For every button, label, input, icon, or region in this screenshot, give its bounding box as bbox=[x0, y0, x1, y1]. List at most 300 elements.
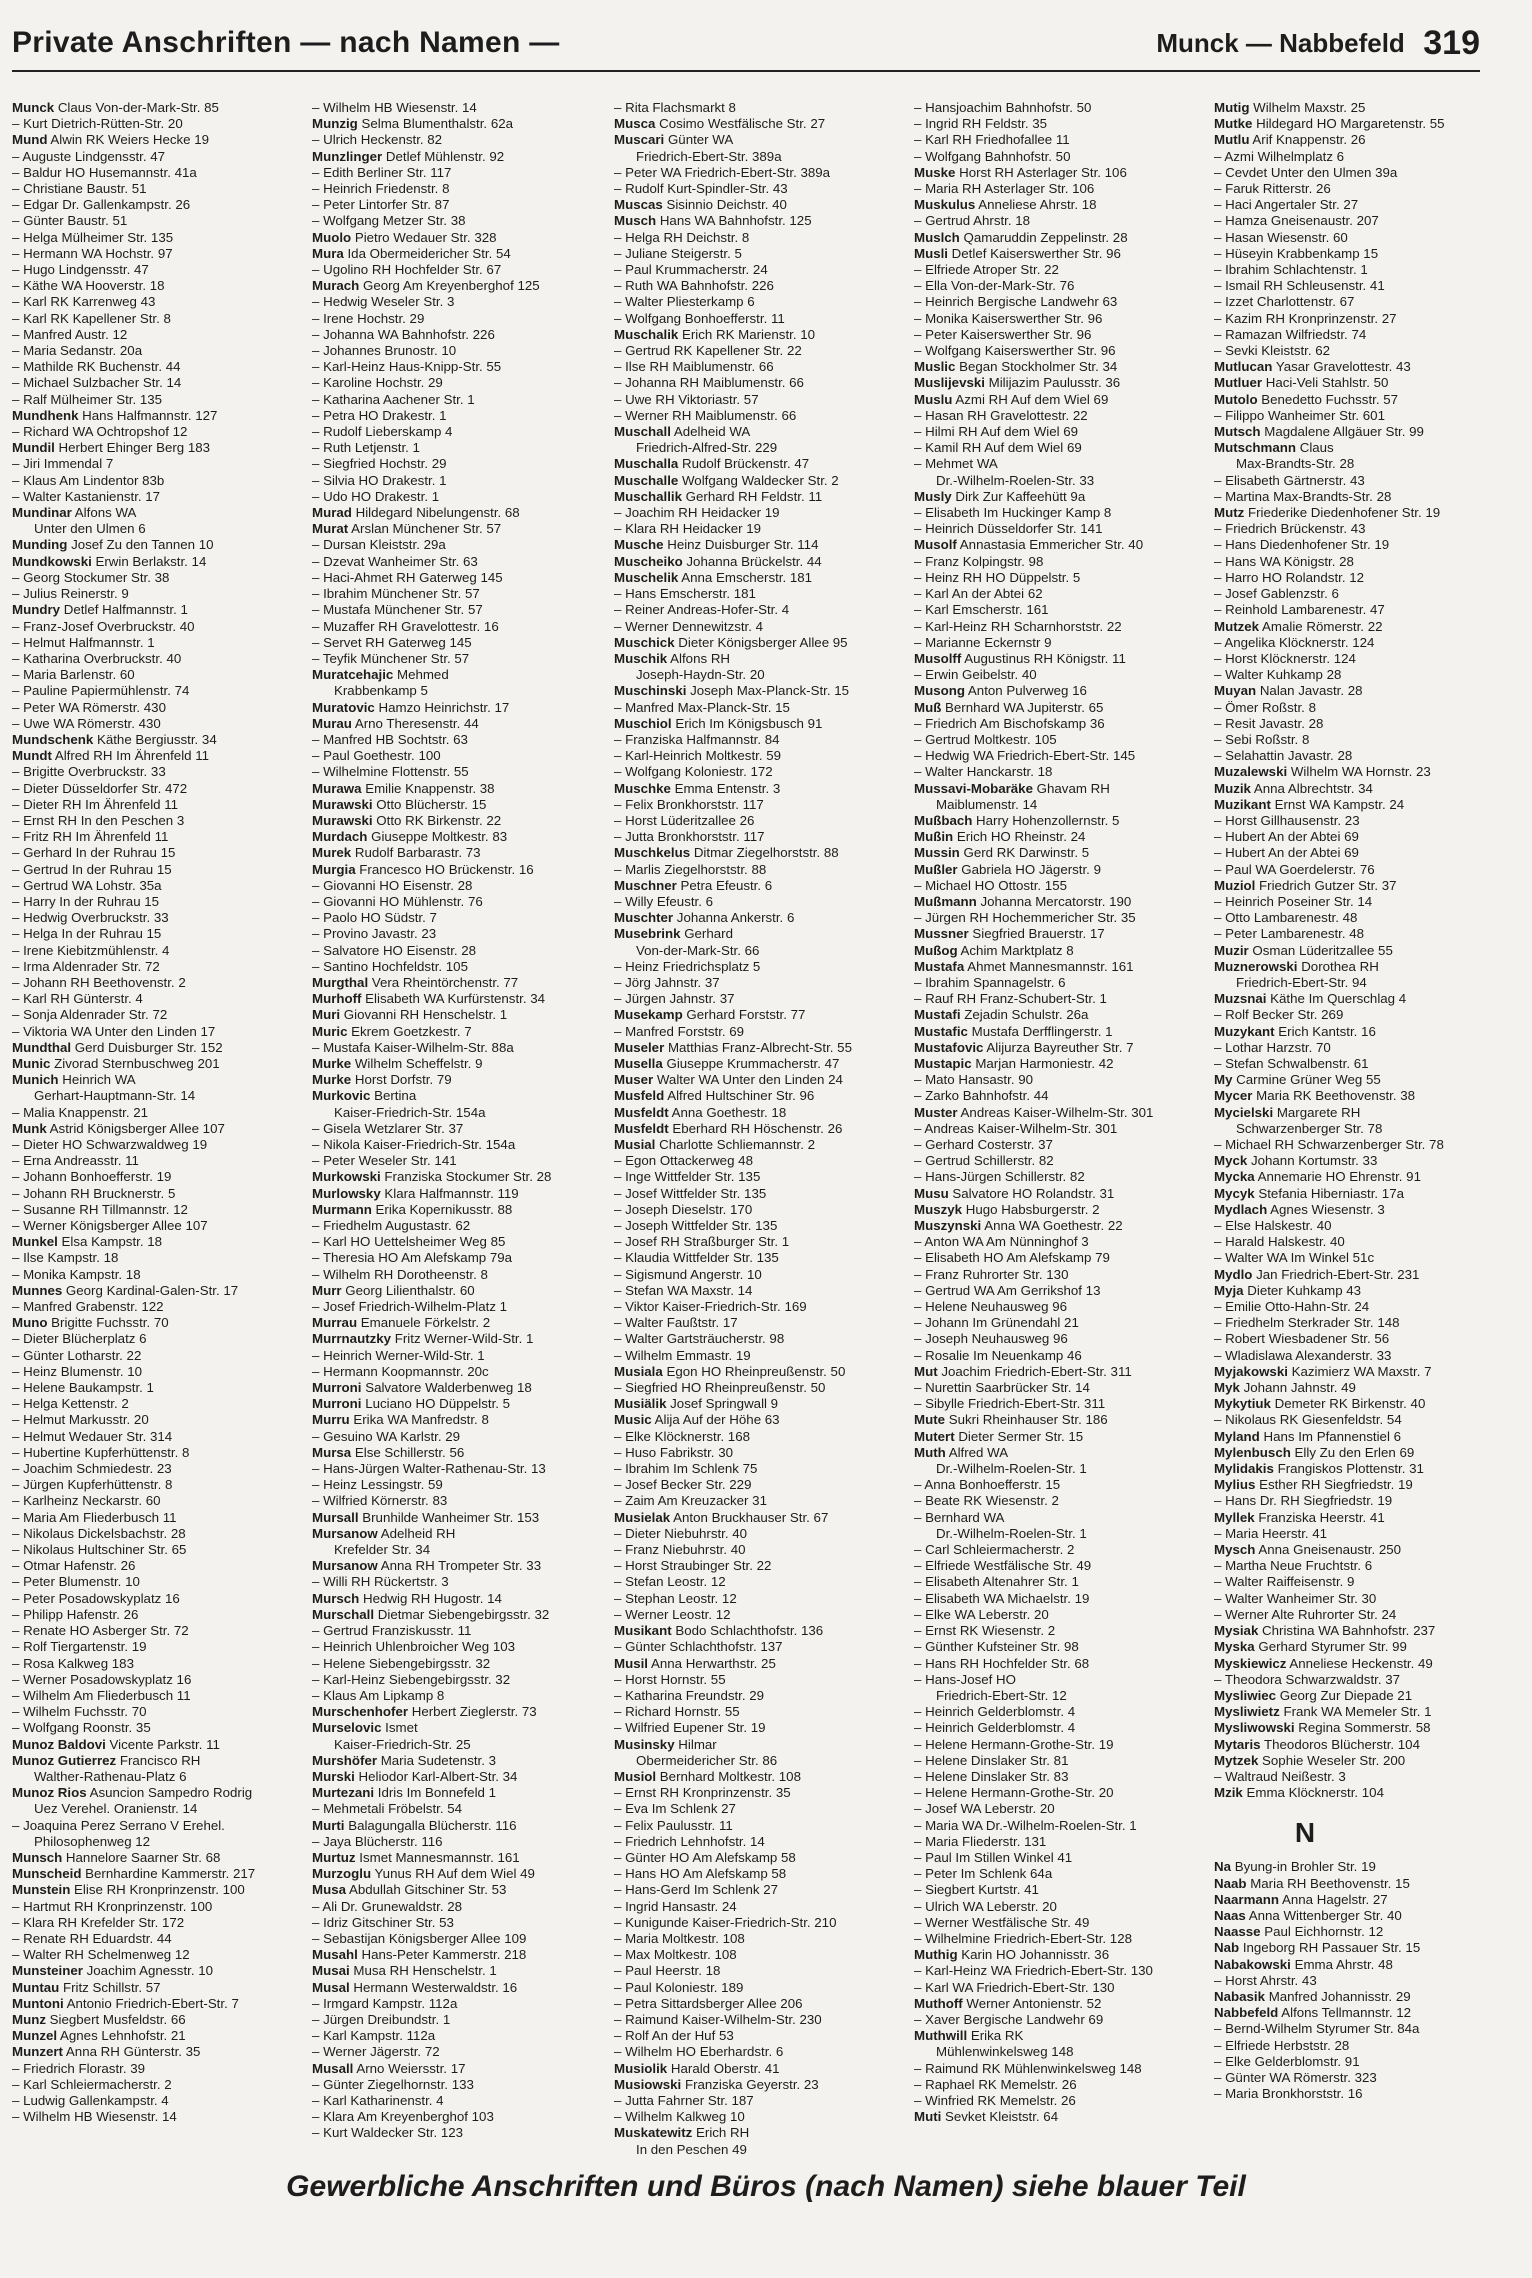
entry-details: Esther RH Siegfriedstr. 19 bbox=[1255, 1477, 1413, 1493]
directory-subentry: – Mehmet WA bbox=[914, 456, 998, 472]
surname: Muschter bbox=[614, 910, 674, 926]
entry-details: Klara Halfmannstr. 119 bbox=[380, 1185, 519, 1201]
entry-details: Joseph Max-Planck-Str. 15 bbox=[686, 683, 850, 699]
entry-details: Bertina bbox=[370, 1088, 417, 1104]
entry-details: Käthe Bergiusstr. 34 bbox=[93, 731, 217, 747]
directory-subentry: – Friedrich Lehnhofstr. 14 bbox=[614, 1833, 765, 1849]
directory-entry bbox=[914, 813, 1206, 829]
entry-details: Hans WA Bahnhofstr. 125 bbox=[656, 213, 812, 229]
directory-subentry: – Hasan Wiesenstr. 60 bbox=[1214, 229, 1348, 245]
entry-details: Gerhard Styrumer Str. 99 bbox=[1254, 1639, 1407, 1655]
directory-subentry: – Werner Alte Ruhrorter Str. 24 bbox=[1214, 1606, 1397, 1622]
surname: Muschalla bbox=[614, 456, 679, 472]
directory-subentry: – Hamza Gneisenaustr. 207 bbox=[1214, 213, 1379, 229]
surname: Munzel bbox=[12, 2028, 58, 2044]
directory-entry bbox=[1214, 1510, 1506, 1526]
directory-subentry: – Ernst RK Wiesenstr. 2 bbox=[914, 1623, 1056, 1639]
surname: Mura bbox=[312, 245, 344, 261]
directory-entry bbox=[1214, 359, 1506, 375]
directory-subentry: – Günter Schlachthofstr. 137 bbox=[614, 1639, 783, 1655]
directory-subentry: – Rudolf Lieberskamp 4 bbox=[312, 424, 453, 440]
entry-details: Qamaruddin Zeppelinstr. 28 bbox=[959, 229, 1128, 245]
surname: Munzlinger bbox=[312, 148, 383, 164]
directory-subentry: – Haci-Ahmet RH Gaterweg 145 bbox=[312, 569, 503, 585]
entry-continuation: Obermeidericher Str. 86 bbox=[636, 1752, 778, 1768]
directory-entry bbox=[1214, 1364, 1506, 1380]
directory-subentry: – Monika Kaiserswerther Str. 96 bbox=[914, 310, 1103, 326]
entry-details: Paul Eichhornstr. 12 bbox=[1260, 1924, 1384, 1940]
directory-subentry: – Wilhelm Am Fliederbusch 11 bbox=[12, 1687, 191, 1703]
directory-entry bbox=[12, 440, 304, 456]
surname: Mute bbox=[914, 1412, 946, 1428]
directory-entry bbox=[312, 1445, 604, 1461]
surname: Muschinski bbox=[614, 683, 687, 699]
directory-subentry: – Huso Fabrikstr. 30 bbox=[614, 1444, 733, 1460]
directory-entry bbox=[1214, 1445, 1506, 1461]
entry-details: Ernst WA Kampstr. 24 bbox=[1270, 796, 1405, 812]
footer-note: Gewerbliche Anschriften und Büros (nach Namen) siehe blauer Teil bbox=[286, 2170, 1246, 2203]
entry-details: Anneliese Heckenstr. 49 bbox=[1286, 1655, 1433, 1671]
surname: Myk bbox=[1214, 1380, 1240, 1396]
surname: Murke bbox=[312, 1055, 352, 1071]
surname: Musfeldt bbox=[614, 1104, 669, 1120]
directory-subentry: – Klaus Am Lipkamp 8 bbox=[312, 1687, 445, 1703]
directory-entry bbox=[1214, 2005, 1506, 2021]
entry-continuation: Maiblumenstr. 14 bbox=[936, 796, 1038, 812]
entry-details: Emilie Knappenstr. 38 bbox=[361, 780, 495, 796]
directory-entry bbox=[1214, 683, 1506, 699]
directory-subentry: – Josef Becker Str. 229 bbox=[614, 1477, 752, 1493]
directory-subentry: – Werner Leostr. 12 bbox=[614, 1606, 731, 1622]
directory-entry bbox=[312, 1169, 604, 1185]
directory-entry bbox=[914, 926, 1206, 942]
entry-details: Harald Oberstr. 41 bbox=[667, 2060, 780, 2076]
directory-subentry: – Elisabeth HO Am Alefskamp 79 bbox=[914, 1250, 1110, 1266]
directory-subentry: – Maria Moltkestr. 108 bbox=[614, 1930, 745, 1946]
entry-details: Ahmet Mannesmannstr. 161 bbox=[964, 958, 1134, 974]
directory-subentry: – Peter Weseler Str. 141 bbox=[312, 1153, 457, 1169]
directory-entry bbox=[914, 2109, 1206, 2125]
entry-details: Detlef Mühlenstr. 92 bbox=[382, 148, 505, 164]
entry-details: Margarete RH bbox=[1273, 1104, 1361, 1120]
surname: Muzik bbox=[1214, 780, 1251, 796]
surname: Munkel bbox=[12, 1234, 58, 1250]
directory-entry bbox=[914, 1202, 1206, 1218]
directory-subentry: – Nikolaus Dickelsbachstr. 28 bbox=[12, 1525, 186, 1541]
directory-entry bbox=[1214, 1396, 1506, 1412]
entry-details: Johann Jahnstr. 49 bbox=[1239, 1380, 1356, 1396]
entry-details: Alfons RH bbox=[667, 650, 731, 666]
directory-subentry: – Manfred Grabenstr. 122 bbox=[12, 1299, 164, 1315]
entry-details: Agnes Lehnhofstr. 21 bbox=[57, 2028, 186, 2044]
surname: Musikant bbox=[614, 1623, 672, 1639]
directory-subentry: – Friedrich Am Bischofskamp 36 bbox=[914, 715, 1105, 731]
entry-details: Hildegard HO Margaretenstr. 55 bbox=[1252, 116, 1445, 132]
entry-continuation: Dr.-Wilhelm-Roelen-Str. 33 bbox=[936, 472, 1095, 488]
directory-subentry: – Elfriede Herbststr. 28 bbox=[1214, 2037, 1350, 2053]
directory-subentry: – Hans WA Königstr. 28 bbox=[1214, 553, 1354, 569]
entry-details: Christina WA Bahnhofstr. 237 bbox=[1258, 1623, 1436, 1639]
directory-entry bbox=[614, 570, 906, 586]
directory-entry bbox=[12, 1866, 304, 1882]
entry-continuation: Von-der-Mark-Str. 66 bbox=[636, 942, 760, 958]
directory-subentry: – Martha Neue Fruchtstr. 6 bbox=[1214, 1558, 1373, 1574]
directory-subentry: – Günter Ziegelhornstr. 133 bbox=[312, 2076, 474, 2092]
directory-subentry: – Walter Kastanienstr. 17 bbox=[12, 488, 161, 504]
entry-details: Frank WA Memeler Str. 1 bbox=[1279, 1704, 1432, 1720]
surname: Mundthal bbox=[12, 1039, 72, 1055]
surname: Myck bbox=[1214, 1153, 1248, 1169]
directory-subentry: – Franz Ruhrorter Str. 130 bbox=[914, 1266, 1069, 1282]
entry-details: Walter WA Unter den Linden 24 bbox=[653, 1072, 843, 1088]
directory-entry bbox=[312, 1558, 604, 1574]
directory-subentry: – Susanne RH Tillmannstr. 12 bbox=[12, 1201, 188, 1217]
directory-entry bbox=[1214, 1169, 1506, 1185]
entry-details: Claus bbox=[1296, 440, 1334, 456]
directory-subentry: – Walter Wanheimer Str. 30 bbox=[1214, 1590, 1377, 1606]
directory-entry bbox=[914, 1218, 1206, 1234]
directory-subentry: – Helene Hermann-Grothe-Str. 20 bbox=[914, 1785, 1114, 1801]
directory-subentry: – Jürgen Dreibundstr. 1 bbox=[312, 2011, 451, 2027]
directory-subentry: – Willi RH Rückertstr. 3 bbox=[312, 1574, 449, 1590]
directory-subentry: – Ilse RH Maiblumenstr. 66 bbox=[614, 359, 774, 375]
directory-subentry: – Karl Schleiermacherstr. 2 bbox=[12, 2076, 172, 2092]
directory-subentry: – Heinz Friedrichsplatz 5 bbox=[614, 958, 761, 974]
entry-details: Anneliese Ahrstr. 18 bbox=[975, 197, 1097, 213]
page-number: 319 bbox=[1423, 24, 1480, 62]
directory-subentry: – Jörg Jahnstr. 37 bbox=[614, 974, 720, 990]
directory-subentry: – Stephan Leostr. 12 bbox=[614, 1590, 737, 1606]
entry-details: Friederike Diedenhofener Str. 19 bbox=[1244, 505, 1441, 521]
directory-subentry: – Wolfgang Bonhoefferstr. 11 bbox=[614, 310, 785, 326]
directory-entry bbox=[614, 651, 906, 667]
directory-subentry: – Rita Flachsmarkt 8 bbox=[614, 100, 736, 115]
directory-entry bbox=[312, 1380, 604, 1396]
entry-continuation: Kaiser-Friedrich-Str. 154a bbox=[334, 1104, 486, 1120]
directory-subentry: – Irma Aldenrader Str. 72 bbox=[12, 958, 160, 974]
surname: Mutsch bbox=[1214, 424, 1261, 440]
directory-subentry: – Karl RK Karrenweg 43 bbox=[12, 294, 156, 310]
directory-entry bbox=[312, 1850, 604, 1866]
surname: Mundt bbox=[12, 748, 52, 764]
directory-entry bbox=[312, 781, 604, 797]
entry-details: Pietro Wedauer Str. 328 bbox=[351, 229, 497, 245]
surname: Muser bbox=[614, 1072, 654, 1088]
entry-details: Mustafa Derfflingerstr. 1 bbox=[967, 1023, 1113, 1039]
directory-entry bbox=[914, 1105, 1206, 1121]
surname: Myskiewicz bbox=[1214, 1655, 1287, 1671]
directory-subentry: – Helga Kettenstr. 2 bbox=[12, 1396, 129, 1412]
directory-subentry: – Johannes Brunostr. 10 bbox=[312, 343, 457, 359]
surname: Munsteiner bbox=[12, 1963, 83, 1979]
entry-details: Fritz Werner-Wild-Str. 1 bbox=[391, 1331, 534, 1347]
directory-entry bbox=[1214, 1477, 1506, 1493]
directory-subentry: – Egon Ottackerweg 48 bbox=[614, 1153, 753, 1169]
directory-entry bbox=[914, 1996, 1206, 2012]
directory-entry bbox=[12, 1850, 304, 1866]
entry-details: Balagungalla Blücherstr. 116 bbox=[344, 1817, 517, 1833]
surname: Myland bbox=[1214, 1428, 1260, 1444]
entry-details: Jan Friedrich-Ebert-Str. 231 bbox=[1252, 1266, 1420, 1282]
directory-subentry: – Rosa Kalkweg 183 bbox=[12, 1655, 134, 1671]
directory-subentry: – Karl Kampstr. 112a bbox=[312, 2028, 436, 2044]
directory-subentry: – Nikola Kaiser-Friedrich-Str. 154a bbox=[312, 1137, 516, 1152]
directory-subentry: – Ali Dr. Grunewaldstr. 28 bbox=[312, 1898, 463, 1914]
directory-entry bbox=[1214, 1656, 1506, 1672]
entry-details: Alfons Tellmannstr. 12 bbox=[1278, 2005, 1412, 2021]
surname: Muri bbox=[312, 1007, 341, 1023]
surname: Mursanow bbox=[312, 1525, 378, 1541]
directory-subentry: – Gisela Wetzlarer Str. 37 bbox=[312, 1120, 464, 1136]
directory-entry bbox=[12, 1040, 304, 1056]
directory-entry bbox=[614, 2061, 906, 2077]
directory-entry bbox=[614, 1623, 906, 1639]
entry-details: Johanna Brückelstr. 44 bbox=[682, 553, 822, 569]
entry-details: Brunhilde Wanheimer Str. 153 bbox=[358, 1509, 540, 1525]
surname: Murtezani bbox=[312, 1785, 375, 1801]
directory-subentry: – Karlheinz Neckarstr. 60 bbox=[12, 1493, 161, 1509]
surname: Murach bbox=[312, 278, 360, 294]
entry-details: Charlotte Schliemannstr. 2 bbox=[655, 1137, 816, 1152]
entry-details: Carmine Grüner Weg 55 bbox=[1232, 1072, 1381, 1088]
surname: Musai bbox=[312, 1963, 350, 1979]
surname: Musong bbox=[914, 683, 965, 699]
entry-details: Anna WA Goethestr. 22 bbox=[981, 1218, 1123, 1234]
directory-subentry: – Juliane Steigerstr. 5 bbox=[614, 245, 742, 261]
directory-subentry: – Franziska Halfmannstr. 84 bbox=[614, 731, 780, 747]
entry-details: Hans-Peter Kammerstr. 218 bbox=[357, 1947, 527, 1963]
entry-details: Gerhard Forststr. 77 bbox=[682, 1007, 806, 1023]
directory-subentry: – Johann RH Beethovenstr. 2 bbox=[12, 974, 186, 990]
directory-entry bbox=[914, 2028, 1206, 2044]
directory-entry bbox=[12, 1980, 304, 1996]
surname: Mysch bbox=[1214, 1542, 1256, 1558]
directory-entry bbox=[1214, 991, 1506, 1007]
directory-subentry: – Dzevat Wanheimer Str. 63 bbox=[312, 553, 478, 569]
directory-entry bbox=[914, 894, 1206, 910]
directory-entry bbox=[614, 635, 906, 651]
directory-entry bbox=[614, 1088, 906, 1104]
directory-entry bbox=[614, 878, 906, 894]
entry-details: Arslan Münchener Str. 57 bbox=[348, 521, 502, 537]
directory-subentry: – Stefan WA Maxstr. 14 bbox=[614, 1282, 753, 1298]
directory-subentry: – Zarko Bahnhofstr. 44 bbox=[914, 1088, 1049, 1104]
directory-entry bbox=[614, 424, 906, 440]
entry-details: Alfred Hultschiner Str. 96 bbox=[664, 1088, 815, 1104]
surname: Muschick bbox=[614, 634, 675, 650]
directory-subentry: – Raphael RK Memelstr. 26 bbox=[914, 2076, 1077, 2092]
entry-details: Gerd RK Darwinstr. 5 bbox=[959, 845, 1090, 861]
directory-subentry: – Ingrid Hansastr. 24 bbox=[614, 1898, 737, 1914]
surname: Musiala bbox=[614, 1363, 663, 1379]
directory-entry bbox=[914, 392, 1206, 408]
entry-details: Giuseppe Moltkestr. 83 bbox=[367, 829, 508, 845]
directory-entry bbox=[1214, 375, 1506, 391]
surname: Myllek bbox=[1214, 1509, 1255, 1525]
entry-details: Adelheid RH bbox=[377, 1525, 456, 1541]
directory-subentry: – Michael HO Ottostr. 155 bbox=[914, 877, 1067, 893]
directory-subentry: – Theodora Schwarzwaldstr. 37 bbox=[1214, 1671, 1401, 1687]
directory-subentry: – Viktor Kaiser-Friedrich-Str. 169 bbox=[614, 1299, 807, 1315]
entry-details: Erich RK Marienstr. 10 bbox=[678, 326, 816, 342]
directory-entry bbox=[312, 1072, 604, 1088]
directory-entry bbox=[614, 1396, 906, 1412]
directory-subentry: – Helga In der Ruhrau 15 bbox=[12, 926, 162, 942]
directory-entry bbox=[614, 910, 906, 926]
entry-details: Erich Kantstr. 16 bbox=[1274, 1023, 1376, 1039]
directory-subentry: – Otto Lambarenestr. 48 bbox=[1214, 910, 1358, 926]
directory-subentry: – Hubert An der Abtei 69 bbox=[1214, 829, 1359, 845]
entry-details: Anna Goethestr. 18 bbox=[668, 1104, 787, 1120]
directory-subentry: – Julius Reinerstr. 9 bbox=[12, 586, 129, 602]
directory-entry bbox=[914, 700, 1206, 716]
directory-entry bbox=[914, 489, 1206, 505]
surname: Mycer bbox=[1214, 1088, 1253, 1104]
entry-details: Selma Blumenthalstr. 62a bbox=[357, 116, 514, 132]
directory-subentry: – Robert Wiesbadener Str. 56 bbox=[1214, 1331, 1390, 1347]
entry-details: Heliodor Karl-Albert-Str. 34 bbox=[354, 1768, 518, 1784]
surname: Mundry bbox=[12, 602, 61, 618]
directory-entry bbox=[312, 1769, 604, 1785]
directory-subentry: – Werner Westfälische Str. 49 bbox=[914, 1914, 1090, 1930]
entry-details: Annastasia Emmericher Str. 40 bbox=[956, 537, 1144, 553]
directory-entry bbox=[1214, 505, 1506, 521]
surname: Musekamp bbox=[614, 1007, 683, 1023]
directory-entry bbox=[312, 1024, 604, 1040]
directory-entry bbox=[1214, 1876, 1506, 1892]
surname: Muthoff bbox=[914, 1995, 963, 2011]
directory-subentry: – Christiane Baustr. 51 bbox=[12, 181, 147, 197]
page-range bbox=[1156, 24, 1480, 63]
directory-subentry: – Gerhard Costerstr. 37 bbox=[914, 1137, 1053, 1152]
surname: Naab bbox=[1214, 1875, 1247, 1891]
directory-subentry: – Haci Angertaler Str. 27 bbox=[1214, 197, 1359, 213]
entry-details: Elly Zu den Erlen 69 bbox=[1290, 1444, 1415, 1460]
entry-details: Heinz Duisburger Str. 114 bbox=[663, 537, 819, 553]
surname: Muthwill bbox=[914, 2028, 968, 2044]
entry-details: Erika WA Manfredstr. 8 bbox=[349, 1412, 489, 1428]
entry-details: Stefania Hiberniastr. 17a bbox=[1254, 1185, 1404, 1201]
surname: Musebrink bbox=[614, 926, 681, 942]
directory-subentry: – Wilhelmine Flottenstr. 55 bbox=[312, 764, 469, 780]
directory-subentry: – Wilhelm HB Wiesenstr. 14 bbox=[312, 100, 477, 115]
directory-subentry: – Katharina Freundstr. 29 bbox=[614, 1687, 765, 1703]
surname: Mutert bbox=[914, 1428, 955, 1444]
surname: Musall bbox=[312, 2060, 354, 2076]
entry-details: Maria RK Beethovenstr. 38 bbox=[1252, 1088, 1416, 1104]
directory-subentry: – Werner Posadowskyplatz 16 bbox=[12, 1671, 192, 1687]
directory-subentry: – Otmar Hafenstr. 26 bbox=[12, 1558, 136, 1574]
directory-subentry: – Kurt Waldecker Str. 123 bbox=[312, 2125, 464, 2141]
entry-details: Otto Blücherstr. 15 bbox=[372, 796, 487, 812]
directory-subentry: – Karl WA Friedrich-Ebert-Str. 130 bbox=[914, 1979, 1115, 1995]
entry-details: Gabriela HO Jägerstr. 9 bbox=[957, 861, 1101, 877]
directory-subentry: – Maria RH Asterlager Str. 106 bbox=[914, 181, 1095, 197]
surname: Murawa bbox=[312, 780, 362, 796]
surname: Muskatewitz bbox=[614, 2125, 693, 2141]
directory-subentry: – Wilhelm HB Wiesenstr. 14 bbox=[12, 2109, 177, 2125]
directory-subentry: – Johanna RH Maiblumenstr. 66 bbox=[614, 375, 804, 391]
directory-entry bbox=[1214, 1623, 1506, 1639]
directory-subentry: – Marianne Eckernstr 9 bbox=[914, 634, 1052, 650]
entry-details: Nalan Javastr. 28 bbox=[1256, 683, 1363, 699]
entry-details: Heinrich WA bbox=[58, 1072, 136, 1088]
directory-subentry: – Edith Berliner Str. 117 bbox=[312, 164, 452, 180]
entry-details: Erich HO Rheinstr. 24 bbox=[953, 829, 1086, 845]
directory-entry bbox=[1214, 1380, 1506, 1396]
entry-details: Elsa Kampstr. 18 bbox=[57, 1234, 163, 1250]
directory-entry bbox=[1214, 764, 1506, 780]
surname: Mutluer bbox=[1214, 375, 1263, 391]
surname: Munk bbox=[12, 1120, 47, 1136]
directory-subentry: – Peter WA Römerstr. 430 bbox=[12, 699, 166, 715]
entry-details: Vera Rheintörchenstr. 77 bbox=[368, 974, 519, 990]
entry-details: Arno Weiersstr. 17 bbox=[353, 2060, 466, 2076]
entry-details: Sevket Kleiststr. 64 bbox=[941, 2109, 1059, 2125]
directory-subentry: – Horst Ahrstr. 43 bbox=[1214, 1972, 1317, 1988]
entry-details: Ekrem Goetzkestr. 7 bbox=[347, 1023, 472, 1039]
directory-entry bbox=[614, 197, 906, 213]
directory-subentry: – Hans HO Am Alefskamp 58 bbox=[614, 1866, 787, 1882]
entry-details: Werner Antonienstr. 52 bbox=[962, 1995, 1102, 2011]
surname: Murkovic bbox=[312, 1088, 371, 1104]
directory-subentry: – Ingrid RH Feldstr. 35 bbox=[914, 116, 1048, 132]
entry-details: Giovanni RH Henschelstr. 1 bbox=[340, 1007, 508, 1023]
surname: Mycyk bbox=[1214, 1185, 1255, 1201]
surname: Muslu bbox=[914, 391, 953, 407]
directory-subentry: – Lothar Harzstr. 70 bbox=[1214, 1039, 1331, 1055]
directory-subentry: – Günter HO Am Alefskamp 58 bbox=[614, 1849, 796, 1865]
surname: Murtuz bbox=[312, 1849, 356, 1865]
directory-subentry: – Maria Am Fliederbusch 11 bbox=[12, 1509, 177, 1525]
entry-continuation: Walther-Rathenau-Platz 6 bbox=[34, 1768, 187, 1784]
directory-entry bbox=[614, 1105, 906, 1121]
directory-subentry: – Hans Dr. RH Siegfriedstr. 19 bbox=[1214, 1493, 1393, 1509]
entry-details: Francesco HO Brückenstr. 16 bbox=[355, 861, 534, 877]
directory-subentry: – Xaver Bergische Landwehr 69 bbox=[914, 2011, 1104, 2027]
directory-subentry: – Bernd-Wilhelm Styrumer Str. 84a bbox=[1214, 2021, 1420, 2037]
entry-details: Dietmar Siebengebirgsstr. 32 bbox=[374, 1606, 550, 1622]
directory-subentry: – Hans-Jürgen Walter-Rathenau-Str. 13 bbox=[312, 1461, 546, 1477]
directory-entry bbox=[1214, 1186, 1506, 1202]
directory-subentry: – Ludwig Gallenkampstr. 4 bbox=[12, 2092, 169, 2108]
directory-entry bbox=[914, 537, 1206, 553]
directory-subentry: – Klara RH Krefelder Str. 172 bbox=[12, 1914, 185, 1930]
directory-subentry: – Teyfik Münchener Str. 57 bbox=[312, 650, 470, 666]
entry-details: Agnes Wiesenstr. 3 bbox=[1267, 1201, 1385, 1217]
surname: Murrnautzky bbox=[312, 1331, 392, 1347]
directory-subentry: – Fritz RH Im Ährenfeld 11 bbox=[12, 829, 169, 845]
directory-subentry: – Dieter Niebuhrstr. 40 bbox=[614, 1525, 748, 1541]
directory-subentry: – Max Moltkestr. 108 bbox=[614, 1947, 737, 1963]
entry-details: Anna Emscherstr. 181 bbox=[678, 569, 813, 585]
directory-subentry: – Harry In der Ruhrau 15 bbox=[12, 893, 160, 909]
entry-details: Emma Entenstr. 3 bbox=[670, 780, 781, 796]
surname: Muß bbox=[914, 699, 942, 715]
directory-subentry: – Idriz Gitschiner Str. 53 bbox=[312, 1914, 454, 1930]
surname: Mut bbox=[914, 1363, 938, 1379]
entry-details: Petra Efeustr. 6 bbox=[676, 877, 773, 893]
surname: Musolff bbox=[914, 650, 962, 666]
directory-subentry: – Franz Kolpingstr. 98 bbox=[914, 553, 1044, 569]
directory-subentry: – Elisabeth Im Huckinger Kamp 8 bbox=[914, 505, 1112, 521]
directory-subentry: – Selahattin Javastr. 28 bbox=[1214, 748, 1353, 764]
directory-subentry: – Kamil RH Auf dem Wiel 69 bbox=[914, 440, 1082, 456]
directory-entry bbox=[914, 246, 1206, 262]
directory-subentry: – Azmi Wilhelmplatz 6 bbox=[1214, 148, 1345, 164]
surname: Musial bbox=[614, 1137, 656, 1152]
directory-subentry: – Salvatore HO Eisenstr. 28 bbox=[312, 942, 477, 958]
